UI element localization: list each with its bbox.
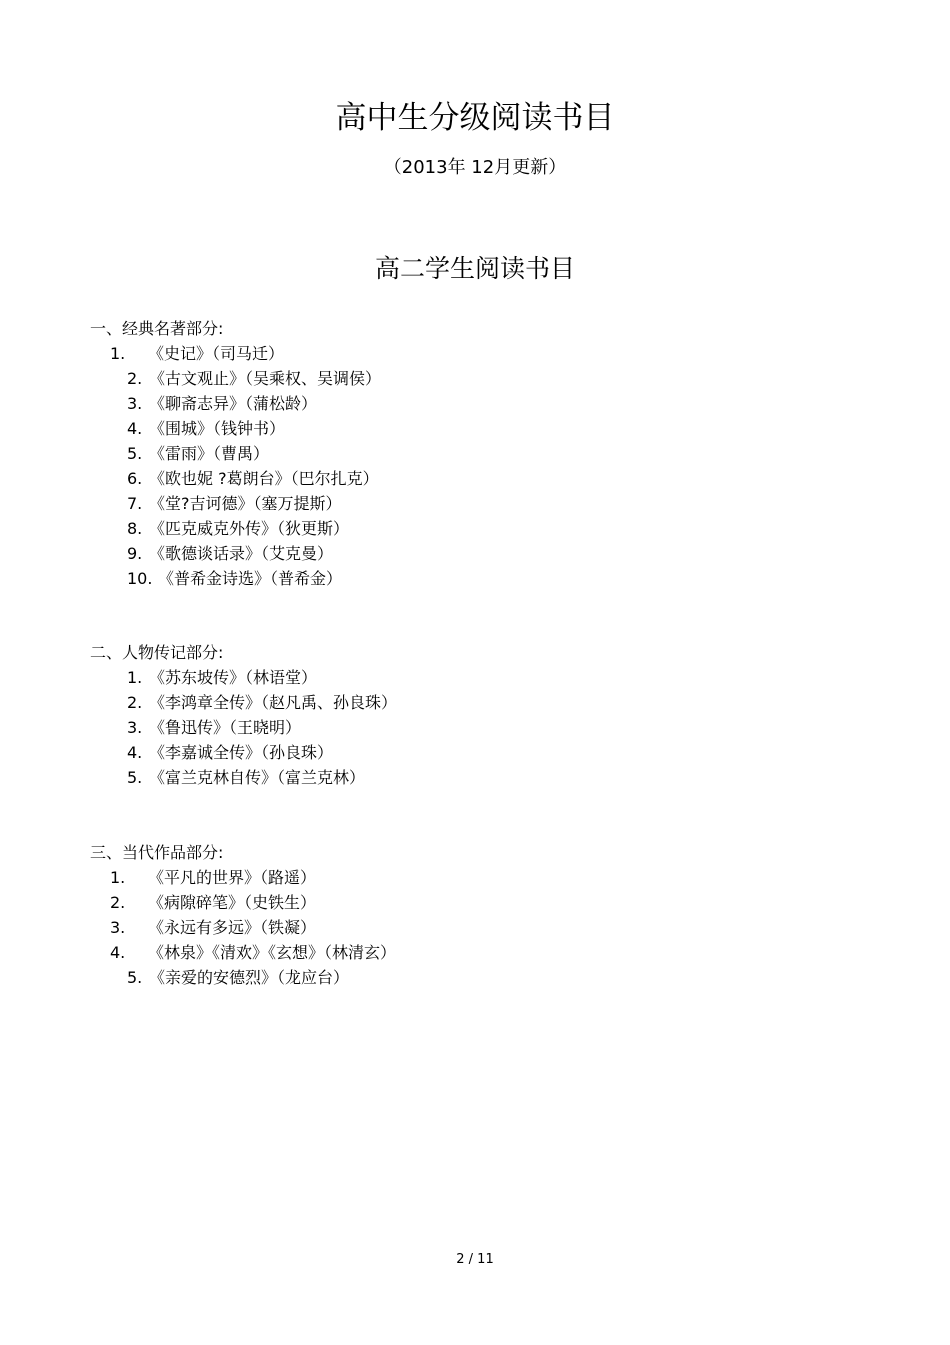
list-item <box>90 341 285 366</box>
item-number: 9. <box>127 544 143 563</box>
item-number: 3. <box>127 718 143 737</box>
list-item <box>90 491 342 516</box>
page-subtitle: （2013年 12月更新） <box>383 157 567 178</box>
section-title: 一、经典名著部分: <box>90 319 224 338</box>
list-item <box>90 890 317 915</box>
item-number: 2. <box>127 369 143 388</box>
item-text: 《雷雨》（曹禺） <box>149 444 270 463</box>
list-item <box>90 516 350 541</box>
item-number: 4. <box>127 743 143 762</box>
item-text: 《古文观止》（吴乘权、吴调侯） <box>149 369 382 388</box>
grade-heading: 高二学生阅读书目 <box>374 254 575 283</box>
item-text: 《歌德谈话录》（艾克曼） <box>149 544 334 563</box>
item-text: 《围城》（钱钟书） <box>149 419 286 438</box>
item-number: 8. <box>127 519 143 538</box>
item-text: 《聊斋志异》（蒲松龄） <box>149 394 318 413</box>
section-classics <box>90 316 382 591</box>
section-title: 三、当代作品部分: <box>90 843 224 862</box>
item-number: 2. <box>127 693 143 712</box>
item-text: 《病隙碎笔》（史铁生） <box>148 893 317 912</box>
book-list <box>90 865 397 990</box>
item-number: 1. <box>127 668 143 687</box>
item-number: 1. <box>110 344 126 363</box>
list-item <box>90 765 366 790</box>
item-text: 《欧也妮 ?葛朗台》（巴尔扎克） <box>149 469 379 488</box>
item-text: 《匹克威克外传》（狄更斯） <box>149 519 350 538</box>
list-item <box>90 690 398 715</box>
item-text: 《史记》（司马迁） <box>148 344 285 363</box>
list-item <box>90 740 334 765</box>
item-number: 3. <box>110 918 126 937</box>
item-text: 《堂?吉诃德》（塞万提斯） <box>149 494 342 513</box>
list-item <box>90 915 317 940</box>
list-item <box>90 715 302 740</box>
list-item <box>90 366 382 391</box>
item-text: 《林泉》《清欢》《玄想》（林清玄） <box>148 943 397 962</box>
item-number: 10. <box>127 569 153 588</box>
section-biographies <box>90 640 398 790</box>
item-number: 5. <box>127 444 143 463</box>
item-text: 《亲爱的安德烈》（龙应台） <box>149 968 350 987</box>
list-item <box>90 391 318 416</box>
item-number: 7. <box>127 494 143 513</box>
item-text: 《富兰克林自传》（富兰克林） <box>149 768 366 787</box>
item-text: 《鲁迅传》（王晓明） <box>149 718 302 737</box>
item-number: 4. <box>127 419 143 438</box>
item-text: 《李鸿章全传》（赵凡禹、孙良珠） <box>149 693 398 712</box>
book-list <box>90 341 382 591</box>
item-number: 6. <box>127 469 143 488</box>
page-title: 高中生分级阅读书目 <box>335 100 615 136</box>
item-text: 《永远有多远》（铁凝） <box>148 918 317 937</box>
item-text: 《平凡的世界》（路遥） <box>148 868 317 887</box>
book-list <box>90 665 398 790</box>
list-item <box>90 865 317 890</box>
item-text: 《普希金诗选》（普希金） <box>158 569 343 588</box>
section-contemporary <box>90 840 397 990</box>
list-item <box>90 466 379 491</box>
item-number: 4. <box>110 943 126 962</box>
item-number: 3. <box>127 394 143 413</box>
list-item <box>90 441 270 466</box>
item-text: 《李嘉诚全传》（孙良珠） <box>149 743 334 762</box>
item-text: 《苏东坡传》（林语堂） <box>149 668 318 687</box>
item-number: 5. <box>127 968 143 987</box>
list-item <box>90 416 286 441</box>
list-item <box>90 566 343 591</box>
item-number: 2. <box>110 893 126 912</box>
list-item <box>90 665 318 690</box>
item-number: 1. <box>110 868 126 887</box>
list-item <box>90 541 334 566</box>
list-item <box>90 965 350 990</box>
item-number: 5. <box>127 768 143 787</box>
section-title: 二、人物传记部分: <box>90 643 224 662</box>
page-number: 2 / 11 <box>456 1252 494 1267</box>
list-item <box>90 940 397 965</box>
